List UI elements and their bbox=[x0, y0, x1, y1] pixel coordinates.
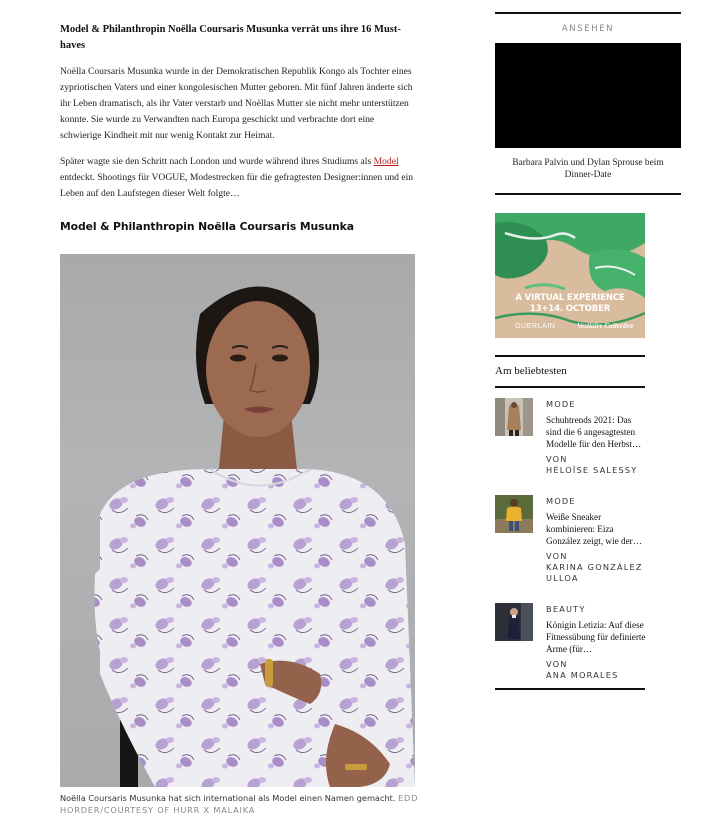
hero-photo[interactable] bbox=[60, 254, 415, 787]
byline-von: VON bbox=[546, 659, 568, 669]
advertisement-banner[interactable] bbox=[495, 213, 645, 338]
popular-thumbnail[interactable] bbox=[495, 398, 533, 436]
popular-byline bbox=[546, 454, 646, 476]
popular-byline bbox=[546, 659, 646, 681]
byline-von: VON bbox=[546, 551, 568, 561]
popular-text bbox=[546, 495, 646, 584]
video-title-link[interactable]: Barbara Palvin und Dylan Sprouse beim Dinner-Date bbox=[512, 158, 664, 180]
video-widget-label: ANSEHEN bbox=[561, 24, 615, 34]
popular-byline bbox=[546, 551, 646, 584]
article-paragraph-1: Noëlla Coursaris Musunka wurde in der Demokratischen Republik Kongo als Tochter eines zypriotischen Vaters und einer kongolesischen Mutter geboren. Mit fünf Jahren änderte sich ihr Leben dramatisch, als ihr Vater verstarb und Noëllas Mutter sie nicht mehr unterstützen konnte. Sie wurde zu Verwandten nach Europa geschickt und verbrachte dort eine schwierige Kindheit mit nur wenig Kontakt zur Heimat. bbox=[60, 66, 413, 141]
royal-portrait-thumbnail-image bbox=[495, 603, 533, 641]
ad-paint-splash-illustration bbox=[495, 213, 645, 338]
ad-brand-guerlain: GUERLAIN bbox=[515, 323, 556, 330]
most-popular-widget bbox=[495, 355, 645, 690]
model-link[interactable]: Model bbox=[373, 156, 399, 167]
popular-category[interactable]: MODE bbox=[546, 399, 576, 409]
byline-author[interactable]: HÉLOÏSE SALESSY bbox=[546, 465, 638, 475]
video-player[interactable] bbox=[495, 43, 681, 148]
popular-title[interactable]: Weiße Sneaker kombinieren: Eiza González zeigt, wie der… bbox=[546, 512, 642, 546]
street-style-thumbnail-image bbox=[495, 398, 533, 436]
popular-category[interactable]: MODE bbox=[546, 496, 576, 506]
photo-caption bbox=[60, 792, 420, 816]
popular-title[interactable]: Schuhtrends 2021: Das sind die 6 angesagtesten Modelle für den Herbst… bbox=[546, 415, 642, 449]
video-widget bbox=[495, 12, 681, 195]
popular-text bbox=[546, 398, 646, 476]
byline-von: VON bbox=[546, 454, 568, 464]
sneaker-outfit-thumbnail-image bbox=[495, 495, 533, 533]
most-popular-header: Am beliebtesten bbox=[495, 357, 645, 388]
paragraph-2-text-before: Später wagte sie den Schritt nach London und wurde während ihres Studiums als bbox=[60, 156, 374, 167]
popular-thumbnail[interactable] bbox=[495, 603, 533, 641]
popular-title[interactable]: Königin Letizia: Auf diese Fitnessübung für definierte Arme (für… bbox=[546, 620, 646, 654]
section-heading: Model & Philanthropin Noëlla Coursaris Musunka bbox=[60, 220, 354, 233]
popular-thumbnail[interactable] bbox=[495, 495, 533, 533]
byline-author[interactable]: ANA MORALES bbox=[546, 670, 619, 680]
ad-brand-vestiaire: Vestiaire Collective bbox=[577, 322, 634, 330]
ad-headline bbox=[495, 293, 645, 315]
paragraph-2-text-after: entdeckt. Shootings für VOGUE, Modestrecken für die gefragtesten Designer:innen und ein Leben auf den Laufstegen dieser Welt folgte… bbox=[60, 172, 414, 199]
model-portrait-illustration bbox=[60, 254, 415, 787]
byline-author[interactable]: KARINA GONZÁLEZ ULLOA bbox=[546, 562, 643, 583]
article-column bbox=[60, 20, 419, 815]
popular-text bbox=[546, 603, 646, 681]
photo-credit: EDD HORDER/COURTESY OF HURR X MALAIKA bbox=[60, 793, 419, 815]
popular-category[interactable]: BEAUTY bbox=[546, 604, 586, 614]
article-paragraph-2 bbox=[60, 154, 415, 202]
ad-headline-line-1: A VIRTUAL EXPERIENCE bbox=[515, 293, 625, 303]
caption-text: Noëlla Coursaris Musunka hat sich international als Model einen Namen gemacht. bbox=[60, 793, 396, 803]
ad-headline-line-2: 13+14. OCTOBER bbox=[529, 304, 611, 314]
article-intro-title: Model & Philanthropin Noëlla Coursaris Musunka verrät uns ihre 16 Must-haves bbox=[60, 24, 401, 51]
